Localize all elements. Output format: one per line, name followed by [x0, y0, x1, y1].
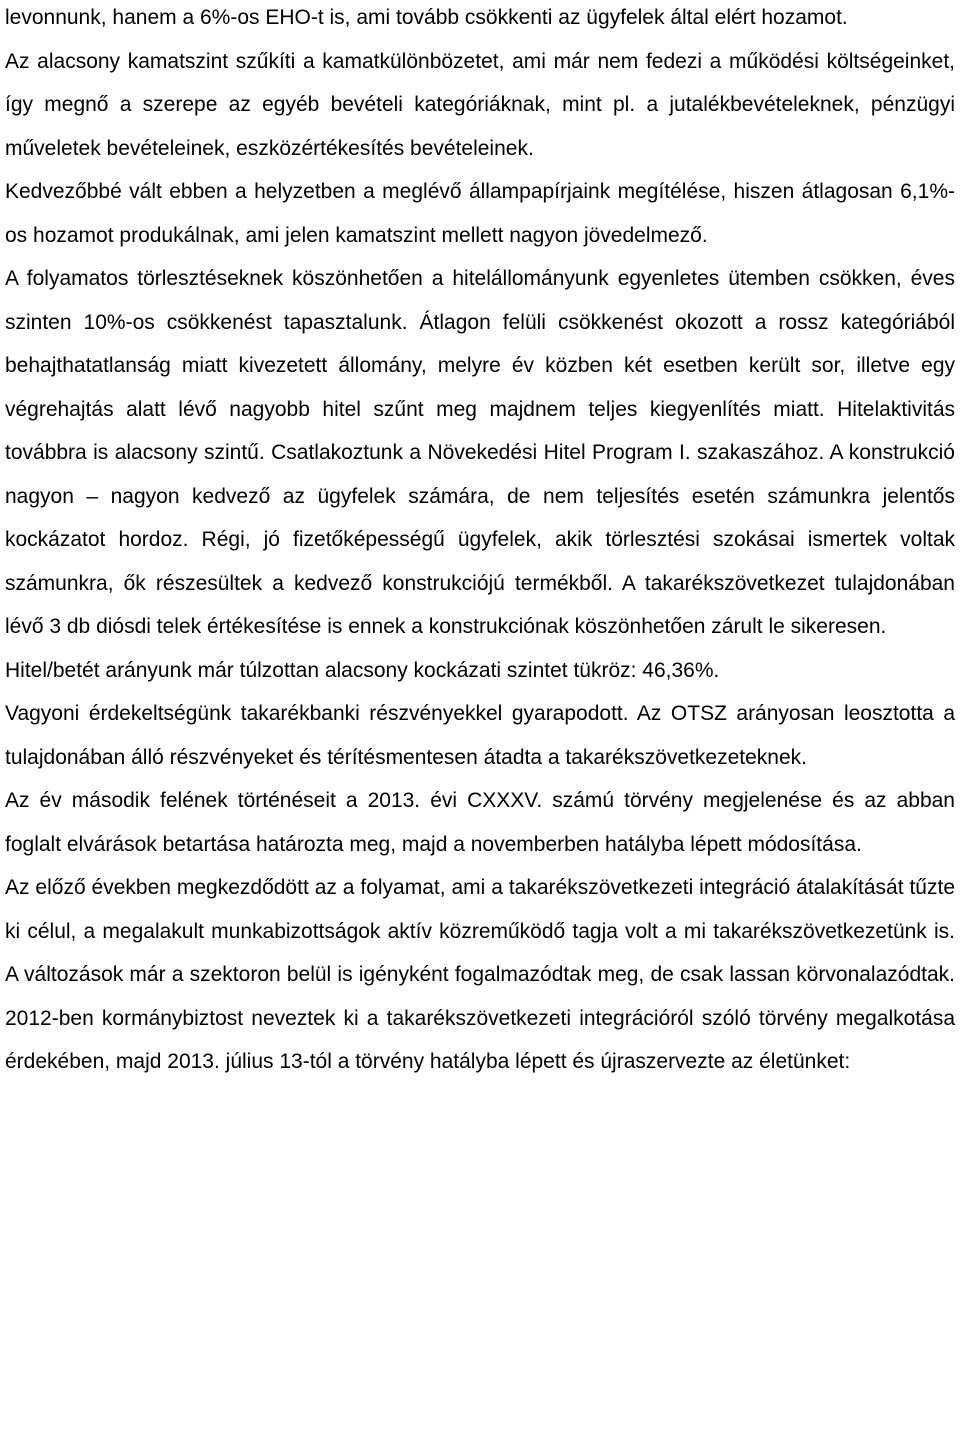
paragraph: levonnunk, hanem a 6%-os EHO-t is, ami tovább csökkenti az ügyfelek által elért hozamot.	[5, 6, 848, 29]
paragraph: Az előző években megkezdődött az a folyamat, ami a takarékszövetkezeti integráció átalakítását tűzte ki célul, a megalakult munkabizottságok aktív közreműködő tagja volt a mi takarékszövetkezetünk is. A változások már a szektoron belül is igényként fogalmazódtak meg, de csak lassan körvonalazódtak. 2012-ben kormánybiztost neveztek ki a takarékszövetkezeti integrációról szóló törvény megalkotása érdekében, majd 2013. július 13-tól a törvény hatályba lépett és újraszervezte az életünket:	[5, 876, 955, 1073]
paragraph: Az alacsony kamatszint szűkíti a kamatkülönbözetet, ami már nem fedezi a működési költségeinket, így megnő a szerepe az egyéb bevételi kategóriáknak, mint pl. a jutalékbevételeknek, pénzügyi műveletek bevételeinek, eszközértékesítés bevételeinek.	[5, 49, 955, 160]
paragraph: Vagyoni érdekeltségünk takarékbanki részvényekkel gyarapodott. Az OTSZ arányosan leosztotta a tulajdonában álló részvényeket és térítésmentesen átadta a takarékszövetkezeteknek.	[5, 702, 955, 769]
paragraph: Hitel/betét arányunk már túlzottan alacsony kockázati szintet tükröz: 46,36%.	[5, 658, 720, 682]
paragraph: A folyamatos törlesztéseknek köszönhetően a hitelállományunk egyenletes ütemben csökken, éves szinten 10%-os csökkenést tapasztalunk. Átlagon felüli csökkenést okozott a rossz kategóriából behajthatatlanság miatt kivezetett állomány, melyre év közben két esetben került sor, illetve egy végrehajtás alatt lévő nagyobb hitel szűnt meg majdnem teljes kiegyenlítés miatt. Hitelaktivitás továbbra is alacsony szintű. Csatlakoztunk a Növekedési Hitel Program I. szakaszához. A konstrukció nagyon – nagyon kedvező az ügyfelek számára, de nem teljesítés esetén számunkra jelentős kockázatot hordoz. Régi, jó fizetőképességű ügyfelek, akik törlesztési szokásai ismertek voltak számunkra, ők részesültek a kedvező konstrukciójú termékből. A takarékszövetkezet tulajdonában lévő 3 db diósdi telek értékesítése is ennek a konstrukciónak köszönhetően zárult le sikeresen.	[5, 267, 955, 638]
paragraph: Az év második felének történéseit a 2013. évi CXXXV. számú törvény megjelenése és az abban foglalt elvárások betartása határozta meg, majd a novemberben hatályba lépett módosítása.	[5, 789, 955, 856]
paragraph: Kedvezőbbé vált ebben a helyzetben a meglévő állampapírjaink megítélése, hiszen átlagosan 6,1%-os hozamot produkálnak, ami jelen kamatszint mellett nagyon jövedelmező.	[5, 180, 955, 247]
document-page	[5, 0, 955, 1084]
